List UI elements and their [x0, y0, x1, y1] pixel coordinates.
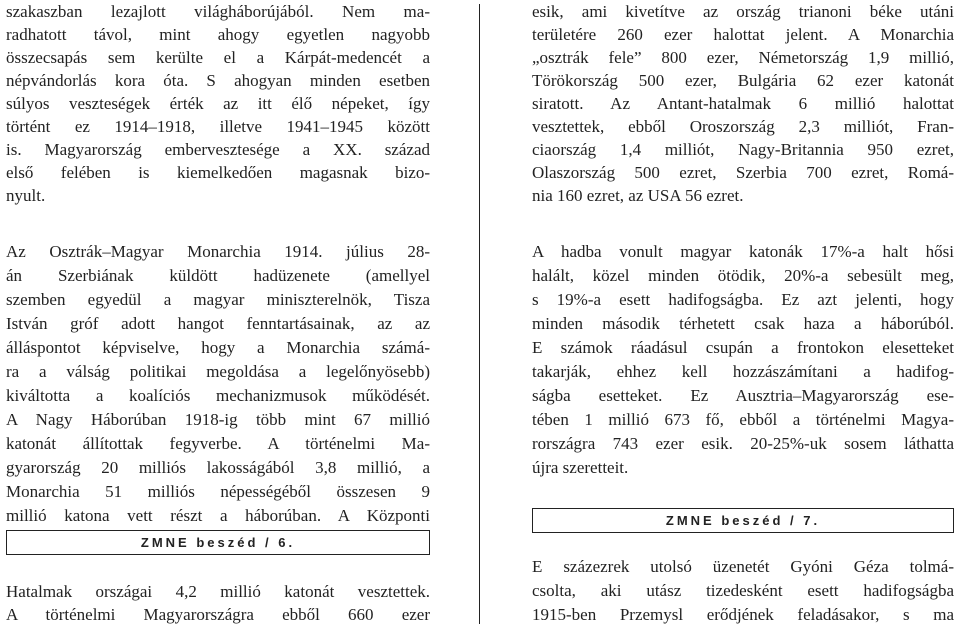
text-line: s 19%-a esett hadifogságba. Ez azt jelenti, hogy [532, 290, 954, 309]
text-line: ra a válság politikai megoldása a legelőnyösebb) [6, 362, 430, 381]
text-line: A történelmi Magyarországra ebből 660 ezer [6, 605, 430, 624]
text-line: területére 260 ezer halottat jelent. A Monarchia [532, 25, 954, 44]
text-line: „osztrák fele” 800 ezer, Németország 1,9 millió, [532, 48, 954, 67]
text-line: ciaország 1,4 milliót, Nagy-Britannia 950 ezret, [532, 140, 954, 159]
text-line: takarják, ehhez kell hozzászámítani a hadifog- [532, 362, 954, 381]
text-line: csolta, aki utász tizedesként esett hadifogságba [532, 581, 954, 600]
text-line: Olaszország 500 ezret, Szerbia 700 ezret, Romá- [532, 163, 954, 182]
page-marker: ZMNE beszéd / 6. [6, 530, 430, 555]
text-line: án Szerbiának küldött hadüzenete (amellyel [6, 266, 430, 285]
text-line: történt ez 1914–1918, illetve 1941–1945 között [6, 117, 430, 136]
text-line: kiváltotta a koalíciós mechanizmusok működését. [6, 386, 430, 405]
text-line: ságba esetteket. Ez Ausztria–Magyarország ese- [532, 386, 954, 405]
text-line: minden második térhetett csak haza a háborúból. [532, 314, 954, 333]
page-marker: ZMNE beszéd / 7. [532, 508, 954, 533]
text-line: Törökország 500 ezer, Bulgária 62 ezer katonát [532, 71, 954, 90]
text-line: rországra 743 ezer esik. 20-25%-uk sosem láthatta [532, 434, 954, 453]
text-line: A hadba vonult magyar katonák 17%-a halt hősi [532, 242, 954, 261]
column-divider [479, 4, 480, 624]
text-line: súlyos veszteségek érték az itt élő népeket, így [6, 94, 430, 113]
text-line: álláspontot képviselve, hogy a Monarchia számá- [6, 338, 430, 357]
text-line: népvándorlás kora óta. S ahogyan minden esetben [6, 71, 430, 90]
text-line: siratott. Az Antant-hatalmak 6 millió halottat [532, 94, 954, 113]
text-line: A Nagy Háborúban 1918-ig több mint 67 millió [6, 410, 430, 429]
text-line: E számok ráadásul csupán a frontokon elesetteket [532, 338, 954, 357]
text-line: összecsapás sem kerülte el a Kárpát-medencét a [6, 48, 430, 67]
text-line: tében 1 millió 673 fő, ebből a történelmi Magya- [532, 410, 954, 429]
text-line: újra szeretteit. [532, 458, 629, 477]
text-line: E százezrek utolsó üzenetét Gyóni Géza tolmá- [532, 557, 954, 576]
text-line: nyult. [6, 186, 46, 205]
text-line: Az Osztrák–Magyar Monarchia 1914. július 28- [6, 242, 430, 261]
text-line: vesztettek, ebből Oroszország 2,3 milliót, Fran- [532, 117, 954, 136]
text-line: első felében is kiemelkedően magasnak bizo- [6, 163, 430, 182]
text-line: 1915-ben Przemysl erődjének feladásakor, s ma [532, 605, 954, 624]
text-line: millió katona vett részt a háborúban. A Központi [6, 506, 430, 525]
text-line: Monarchia 51 milliós népességéből összesen 9 [6, 482, 430, 501]
text-line: esik, ami kivetítve az ország trianoni béke utáni [532, 2, 954, 21]
text-line: gyarország 20 milliós lakosságából 3,8 millió, a [6, 458, 430, 477]
text-line: radhatott távol, mint ahogy egyetlen nagyobb [6, 25, 430, 44]
text-line: Hatalmak országai 4,2 millió katonát vesztettek. [6, 582, 430, 601]
text-line: halált, közel minden ötödik, 20%-a sebesült meg, [532, 266, 954, 285]
text-line: katonát állítottak fegyverbe. A történelmi Ma- [6, 434, 430, 453]
text-line: István gróf adott hangot fenntartásainak, az az [6, 314, 430, 333]
text-line: szakaszban lezajlott világháborújából. Nem ma- [6, 2, 430, 21]
text-line: is. Magyarország embervesztesége a XX. század [6, 140, 430, 159]
text-line: szemben egyedül a magyar miniszterelnök, Tisza [6, 290, 430, 309]
text-line: nia 160 ezret, az USA 56 ezret. [532, 186, 744, 205]
